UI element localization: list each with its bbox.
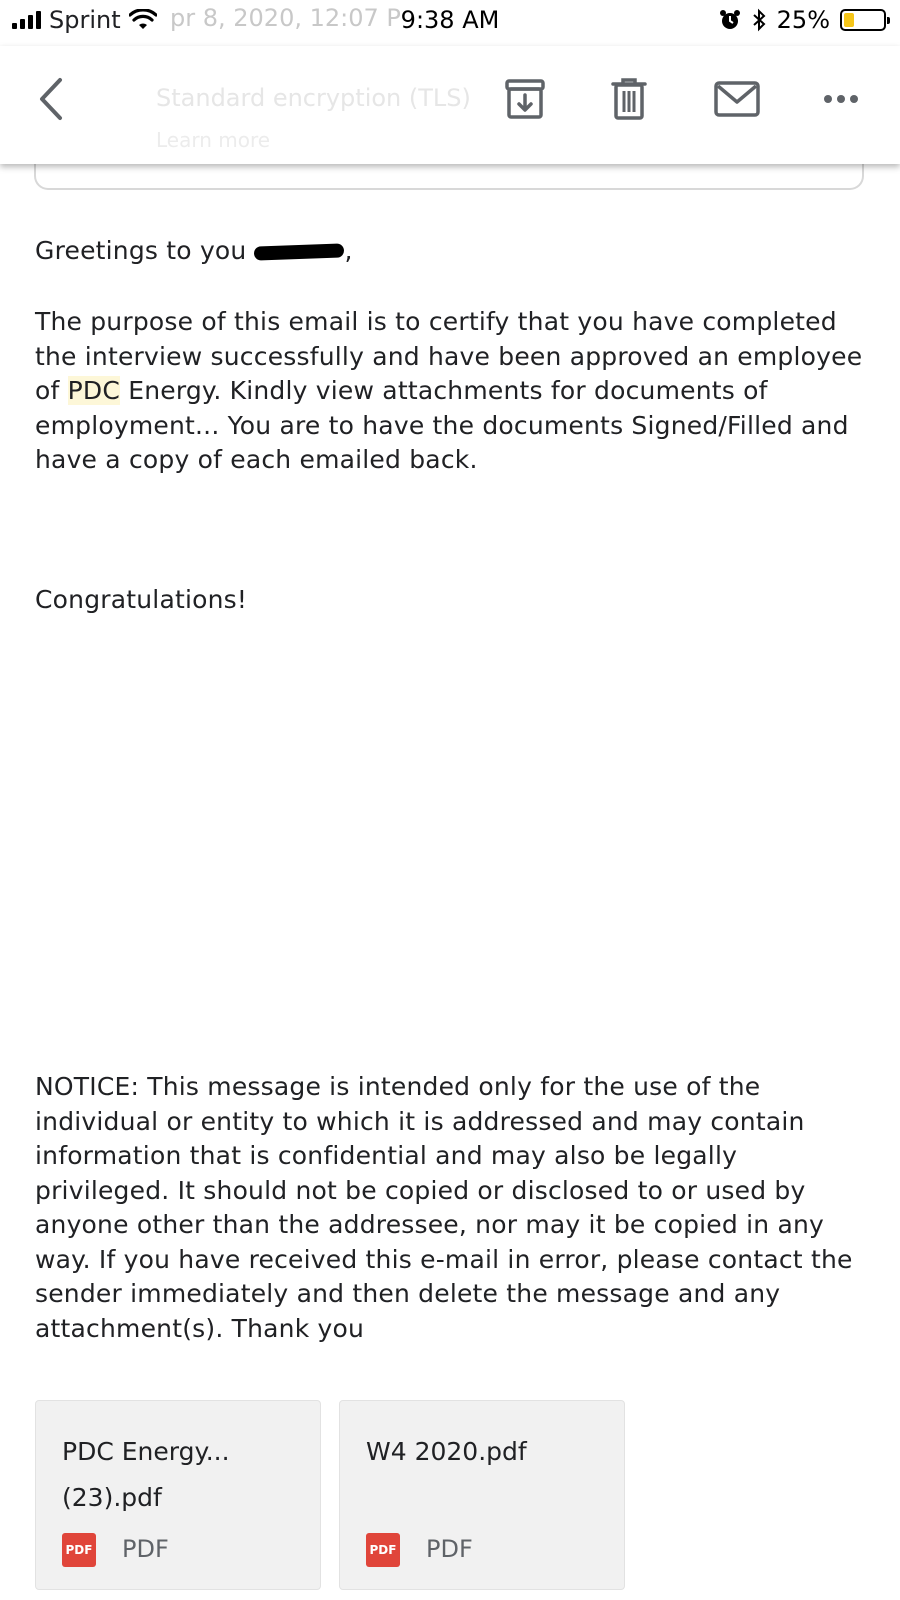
battery-percent: 25% — [776, 6, 830, 34]
notice-paragraph: NOTICE: This message is intended only for the use of the individual or entity to which it is addressed and may contain information that is confidential and may also be legally privileged. It should not be copied or disclosed to or used by anyone other than the addressee, nor may it be copied in any way. If you have received this e-mail in error, please contact the sender immediately and then delete the message and any attachment(s). Thank you — [35, 1072, 853, 1343]
ghost-encryption-text: Standard encryption (TLS) — [156, 84, 471, 112]
bluetooth-icon — [751, 8, 767, 32]
more-icon — [823, 94, 859, 104]
attachment-card[interactable] — [35, 1400, 321, 1590]
attachment-name: PDC Energy... (23).pdf — [62, 1437, 230, 1512]
greeting-line — [35, 234, 865, 269]
body-paragraph — [35, 305, 865, 478]
body-text-start: The purpose of this email is to certify that you have completed the interview successfully and have been approved an employee of — [35, 307, 863, 405]
mark-unread-button[interactable] — [712, 74, 762, 124]
delete-icon — [611, 77, 647, 121]
highlighted-company: PDC — [67, 376, 121, 405]
status-right — [719, 6, 886, 34]
pdf-icon: PDF — [366, 1533, 400, 1567]
archive-icon — [504, 77, 546, 121]
archive-button[interactable] — [500, 74, 550, 124]
mark-unread-icon — [714, 81, 760, 117]
alarm-icon — [719, 9, 741, 31]
body-text-end: Energy. Kindly view attachments for documents of employment... You are to have the documents Signed/Filled and have a copy of each emailed back. — [35, 376, 849, 474]
greeting-comma: , — [344, 236, 353, 265]
back-icon — [36, 76, 66, 122]
greeting-text: Greetings to you — [35, 236, 247, 265]
carrier-name: Sprint — [49, 6, 121, 34]
attachment-card[interactable] — [339, 1400, 625, 1590]
more-options-button[interactable] — [818, 74, 864, 124]
back-button[interactable] — [26, 74, 76, 124]
pdf-icon: PDF — [62, 1533, 96, 1567]
ghost-learn-more-text: Learn more — [156, 128, 271, 152]
redacted-name — [254, 243, 344, 260]
congratulations-text: Congratulations! — [35, 585, 248, 614]
attachment-name: W4 2020.pdf — [366, 1437, 527, 1466]
email-toolbar — [0, 46, 900, 164]
status-time: 9:38 AM — [400, 6, 500, 34]
ghost-date-text: pr 8, 2020, 12:07 P — [170, 4, 401, 32]
attachment-type: PDF — [122, 1535, 169, 1563]
attachment-type: PDF — [426, 1535, 473, 1563]
delete-button[interactable] — [604, 74, 654, 124]
status-bar — [0, 0, 900, 46]
battery-icon — [840, 9, 886, 31]
